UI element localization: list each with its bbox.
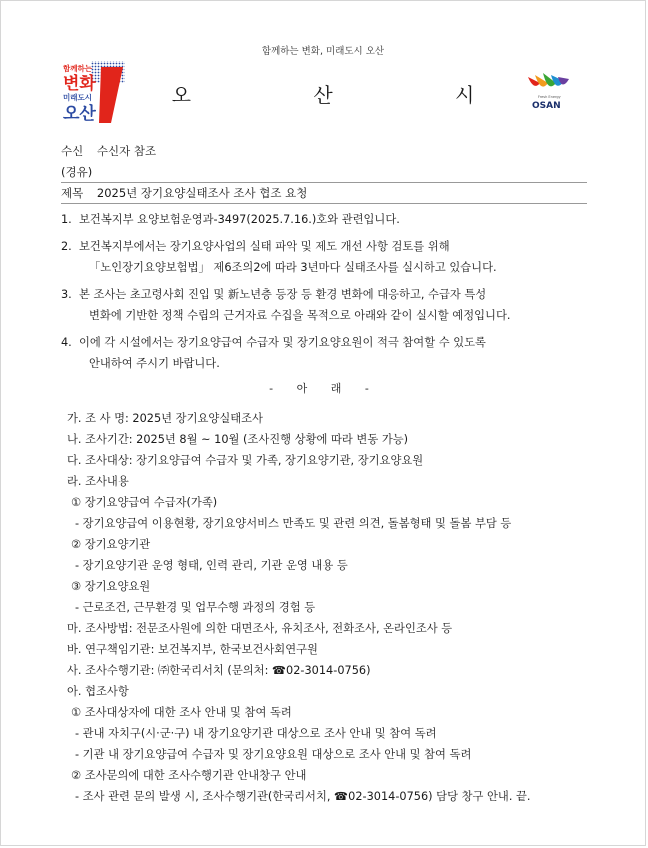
list-item: 나. 조사기간: 2025년 8월 ~ 10월 (조사진행 상황에 따라 변동 가능)	[67, 433, 409, 446]
list-item: 마. 조사방법: 전문조사원에 의한 대면조사, 유치조사, 전화조사, 온라인조사 등	[67, 622, 453, 635]
paragraph-line: 보건복지부 요양보험운영과-3497(2025.7.16.)호와 관련입니다.	[79, 213, 400, 226]
below-heading: - 아 래 -	[269, 382, 379, 395]
paragraph-line: 변화에 기반한 정책 수립의 근거자료 수집을 목적으로 아래와 같이 실시할 예정입니다.	[89, 309, 511, 322]
list-item: - 관내 자치구(시·군·구) 내 장기요양기관 대상으로 조사 안내 및 참여 독려	[75, 727, 437, 740]
list-item: - 기관 내 장기요양급여 수급자 및 장기요양요원 대상으로 조사 안내 및 참여 독려	[75, 748, 472, 761]
svg-text:함께하는: 함께하는	[63, 64, 92, 73]
svg-text:미래도시: 미래도시	[63, 93, 92, 102]
paragraph-line: 이에 각 시설에서는 장기요양급여 수급자 및 장기요양요원이 적극 참여할 수 있도록	[79, 336, 486, 349]
paragraph-number: 1.	[61, 213, 72, 226]
list-item: ② 장기요양기관	[71, 538, 151, 551]
svg-text:오산: 오산	[63, 104, 96, 124]
via-row	[61, 162, 587, 183]
list-item: - 조사 관련 문의 발생 시, 조사수행기관(한국리서치, ☎02-3014-0756) 담당 창구 안내. 끝.	[75, 790, 531, 803]
paragraph-line: 「노인장기요양보험법」 제6조의2에 따라 3년마다 실태조사를 실시하고 있습니다.	[89, 261, 497, 274]
paragraph-1	[61, 209, 587, 230]
subject-row	[61, 183, 587, 204]
paragraph-4	[61, 332, 587, 374]
list-item: - 근로조건, 근무환경 및 업무수행 과정의 경험 등	[75, 601, 316, 614]
document-body	[61, 209, 587, 807]
recipient-row	[61, 141, 587, 162]
osan-fresh-energy-logo	[526, 71, 570, 111]
list-item: ② 조사문의에 대한 조사수행기관 안내창구 안내	[71, 769, 307, 782]
svg-text:Fresh Energy: Fresh Energy	[538, 95, 561, 99]
document-title: 오 산 시	[171, 83, 533, 107]
paragraph-2	[61, 236, 587, 278]
document-meta	[61, 141, 587, 204]
recipient-value: 수신자 참조	[96, 144, 157, 158]
details-list	[61, 408, 587, 807]
list-item: 라. 조사내용	[67, 475, 129, 488]
subject-label: 제목	[61, 186, 84, 200]
paragraph-line: 안내하여 주시기 바랍니다.	[89, 357, 220, 370]
svg-text:변화: 변화	[63, 74, 96, 94]
list-item: 바. 연구책임기관: 보건복지부, 한국보건사회연구원	[67, 643, 318, 656]
list-item: 사. 조사수행기관: ㈜한국리서치 (문의처: ☎02-3014-0756)	[67, 664, 371, 677]
list-item: 가. 조 사 명: 2025년 장기요양실태조사	[67, 412, 263, 425]
svg-text:OSAN: OSAN	[532, 101, 561, 111]
slogan: 함께하는 변화, 미래도시 오산	[261, 46, 385, 57]
list-item: ① 조사대상자에 대한 조사 안내 및 참여 독려	[71, 706, 292, 719]
subject-value: 2025년 장기요양실태조사 조사 협조 요청	[96, 186, 308, 200]
via-text: (경유)	[61, 165, 93, 179]
list-item: - 장기요양급여 이용현황, 장기요양서비스 만족도 및 관련 의견, 돌봄형태 및 돌봄 부담 등	[75, 517, 512, 530]
paragraph-number: 4.	[61, 336, 72, 349]
list-item: - 장기요양기관 운영 형태, 인력 관리, 기관 운영 내용 등	[75, 559, 348, 572]
list-item: ③ 장기요양요원	[71, 580, 151, 593]
list-item: 아. 협조사항	[67, 685, 129, 698]
list-item: 다. 조사대상: 장기요양급여 수급자 및 가족, 장기요양기관, 장기요양요원	[67, 454, 424, 467]
paragraph-3	[61, 284, 587, 326]
paragraph-number: 3.	[61, 288, 72, 301]
paragraph-line: 보건복지부에서는 장기요양사업의 실태 파악 및 제도 개선 사항 검토를 위해	[79, 240, 450, 253]
list-item: ① 장기요양급여 수급자(가족)	[71, 496, 218, 509]
paragraph-number: 2.	[61, 240, 72, 253]
paragraph-line: 본 조사는 초고령사회 진입 및 新노년층 등장 등 환경 변화에 대응하고, 수급자 특성	[79, 288, 487, 301]
recipient-label: 수신	[61, 144, 84, 158]
